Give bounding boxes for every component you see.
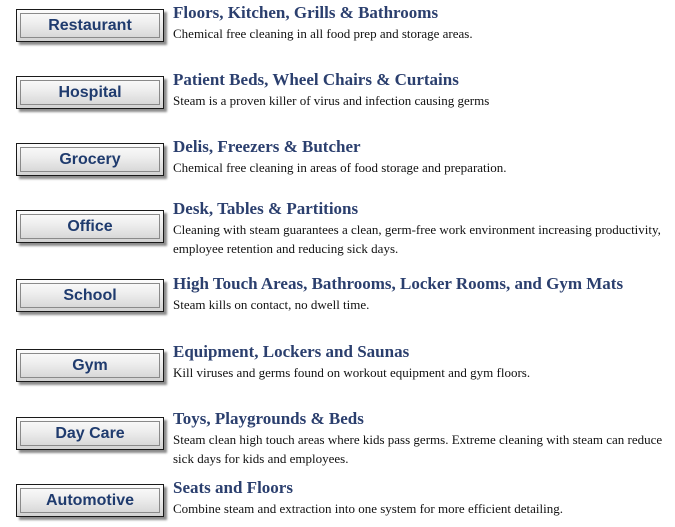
service-title: High Touch Areas, Bathrooms, Locker Rooms, and Gym Mats <box>173 274 624 293</box>
service-description: Chemical free cleaning in all food prep and storage areas. <box>173 26 473 41</box>
service-description: Combine steam and extraction into one system for more efficient detailing. <box>173 501 564 516</box>
service-description: Steam is a proven killer of virus and infection causing germs <box>173 93 490 108</box>
restaurant-button[interactable]: Restaurant <box>16 9 164 42</box>
service-description: Steam kills on contact, no dwell time. <box>173 297 370 312</box>
service-description: Kill viruses and germs found on workout equipment and gym floors. <box>173 365 531 380</box>
service-description: Chemical free cleaning in areas of food storage and preparation. <box>173 160 507 175</box>
school-button[interactable]: School <box>16 279 164 312</box>
service-title: Seats and Floors <box>173 478 293 497</box>
office-button[interactable]: Office <box>16 210 164 243</box>
gym-button[interactable]: Gym <box>16 349 164 382</box>
service-title: Desk, Tables & Partitions <box>173 199 359 218</box>
service-title: Equipment, Lockers and Saunas <box>173 342 410 361</box>
service-title: Toys, Playgrounds & Beds <box>173 409 364 428</box>
service-description: Steam clean high touch areas where kids pass germs. Extreme cleaning with steam can reduce sick days for kids and employees. <box>173 432 663 466</box>
grocery-button[interactable]: Grocery <box>16 143 164 176</box>
service-title: Delis, Freezers & Butcher <box>173 137 361 156</box>
service-description: Cleaning with steam guarantees a clean, germ-free work environment increasing productivity, employee retention and reducing sick days. <box>173 222 661 256</box>
service-title: Floors, Kitchen, Grills & Bathrooms <box>173 3 439 22</box>
service-title: Patient Beds, Wheel Chairs & Curtains <box>173 70 459 89</box>
hospital-button[interactable]: Hospital <box>16 76 164 109</box>
day-care-button[interactable]: Day Care <box>16 417 164 450</box>
automotive-button[interactable]: Automotive <box>16 484 164 517</box>
